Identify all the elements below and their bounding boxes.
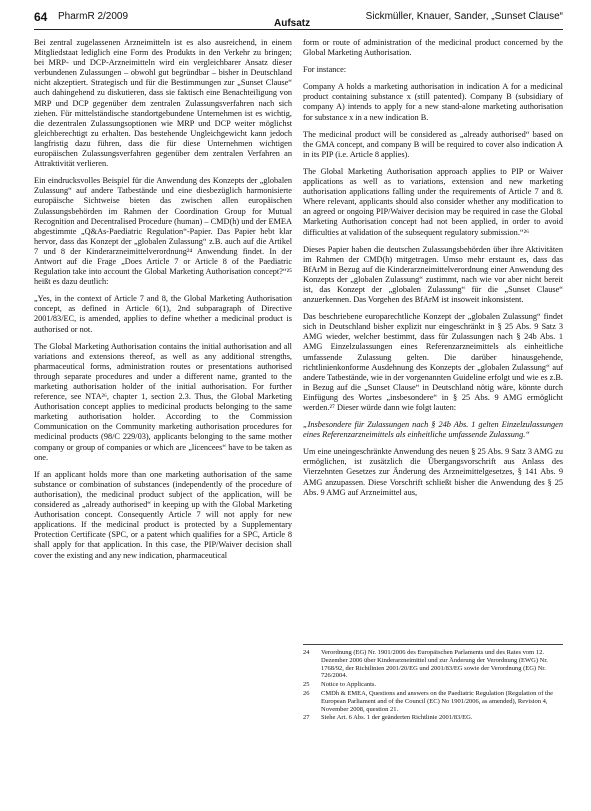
footnote-text: Verordnung (EG) Nr. 1901/2006 des Europäischen Parlaments und des Rates vom 12. Dezember 2006 über Kinderarzneimittel und zur Änderung der Verordnung (EWG) Nr. 1768/92, der Richtlinien 2001/20/EG und 2001/83/EG sowie der Verordnung (EG) Nr. 726/2004. [321,649,548,680]
footnote-number: 26 [303,689,310,697]
quote-paragraph: For instance: [303,65,347,75]
paragraph: Dieses Papier haben die deutschen Zulassungsbehörden über ihre Aktivitäten im Rahmen der CMD(h) mitgetragen. Umso mehr erstaunt es, dass das BfArM in Bezug auf die Kinderarzneimittelverordnung einer Anwendung des Konzepts der „globalen Zulassung“ zustimmt, nach wie vor aber nicht bereit ist, das Konzept der „globalen Zulassung“ für die „Sunset Clause“ anzuerkennen. Das Vorgehen des BfArM ist insoweit inkonsistent. [303,244,563,305]
page-header [34,10,563,32]
footnote-text: Notice to Applicants. [321,681,377,689]
left-column [34,38,292,568]
footnote-number: 24 [303,649,310,656]
journal-name: PharmR 2/2009 [58,11,129,22]
page-number: 64 [34,10,48,24]
section-label: Aufsatz [274,18,311,29]
paragraph: Ein eindrucksvolles Beispiel für die Anwendung des Konzepts der „globalen Zulassung“ auf andere Tatbestände und eine diesbezüglich harmonisierte europäische Sichtweise bieten das zwischen allen europäischen Zulassungsbehörden im Rahmen der Coordination Group for Mutual Recognition and Decentralised Procedure (human) – CMD(h) und der EMEA abgestimmte „Q&As-Paediatric Regulation“-Papier. Das Papier hebt klar hervor, dass das Konzept der „globalen Zulassung“ z.B. auch auf die Artikel 7 und 8 der Kinderarzneimittelverordnung²⁴ Anwendung findet. In der Antwort auf die Frage „Does Article 7 or Article 8 of the Paediatric Regulation take into account the Global Marketing Authorisation concept?“²⁵ heißt es dazu deutlich: [34,176,292,287]
paragraph: Das beschriebene europarechtliche Konzept der „globalen Zulassung“ findet sich in Deutschland bisher explizit nur eingeschränkt in § 25 Abs. 9 Satz 3 AMG wieder, welcher bestimmt, dass für Zulassungen nach § 24b Abs. 1 AMG Einzelzulassungen eines Referenzarzneimittels als einheitliche umfassende Zulassung gelten. Die darüber hinausgehende, richtlinienkonforme Ausdehnung des Konzepts der „globalen Zulassung“ auf andere Tatbestände, wie in der vorgenannten Guideline erfolgt und wie es z.B. in Bezug auf die „Sunset Clause“ in Deutschland nötig wäre, könnte durch Einfügung des Wortes „insbesondere“ in § 25 Abs. 9 AMG ermöglicht werden.²⁷ Dieser würde dann wie folgt lauten: [303,312,563,412]
footnote [303,690,563,713]
quote-paragraph: „Yes, in the context of Article 7 and 8, the Global Marketing Authorisation concept, as defined in Article 6(1), 2nd subparagraph of Directive 2001/83/EC, is amended, applies to define whether a medicinal product is authorised or not. [34,294,292,334]
footnote [303,681,563,689]
quote-paragraph: The medicinal product will be considered as „already authorised“ based on the GMA concept, and company B will be required to cover also indication A in its PIP (i.e. Article 8 applies). [303,129,563,159]
quote-paragraph: form or route of administration of the medicinal product concerned by the Global Marketing Authorisation. [303,38,563,58]
quote-paragraph: The Global Marketing Authorisation contains the initial authorisation and all variations and extensions thereof, as well as any additional strengths, pharmaceutical forms, administration routes or presentations authorised through separate procedures and under a different name, granted to the marketing authorisation holder of the initial authorisation. For further reference, see NTA²⁶, chapter 1, section 2.3. Thus, the Global Marketing Authorisation concept applies to medicinal products belonging to the same marketing authorisation holder. According to the Commission Communication on the Community marketing authorisation procedures for medicinal products (98/C 229/03), applicants belonging to the same mother company or group of companies or which are „licencees“ have to be taken as one. [34,341,292,462]
header-rule [34,29,563,30]
running-head-authors: Sickmüller, Knauer, Sander, „Sunset Clause“ [365,11,563,22]
footnotes [303,644,563,723]
paragraph: Um eine uneingeschränkte Anwendung des neuen § 25 Abs. 9 Satz 3 AMG zu ermöglichen, ist zusätzlich die Übergangsvorschrift aus Anlass des Vierzehnten Gesetzes zur Änderung des Arzneimittelgesetzes, § 141 Abs. 9 AMG anzupassen. Diese Vorschrift schließt bisher die Anwendung des § 25 Abs. 9 AMG auf Arzneimittel aus, [303,447,563,497]
quote-paragraph: The Global Marketing Authorisation approach applies to PIP or Waiver applications as well as to variations, extension and new marketing authorisation applications falling under the requirements of Article 7 and 8. Where relevant, applicants should also consider whether any modification to an agreed or ongoing PIP/Waiver decision may be required in case the Global Marketing Authorisation concept had not been applied, in order to avoid difficulties at validation of the subsequent regulatory submission.“²⁶ [303,166,563,237]
footnote [303,649,563,680]
paragraph: Bei zentral zugelassenen Arzneimitteln ist es also ausreichend, in einem Mitgliedstaat lediglich eine Form des Produkts in den Verkehr zu bringen; bei MRP- und DCP-Arzneimitteln wird ein vergleichbarer Ansatz dieser verbundenen Zulassungen – obwohl gut begründbar – bisher in Deutschland nicht akzeptiert. Strategisch und für die Bestimmungen zur „Sunset Clause“ auch dahingehend zu diskutieren, dass sie faktisch eine Benachteiligung von MRP und DCP gegenüber dem zentralen Zulassungsverfahren nach sich ziehen. Für mittelständische standortgebundene Unternehmen ist es wichtig, die dezentralen Zulassungsoptionen wie MRP und DCP weiter möglichst gleichberechtigt zu erhalten. Das bestehende Ungleichgewicht kann jedoch langfristig dazu führen, dass die für diese Unternehmen wichtigen europäischen Zulassungsverfahren gegenüber dem zentralen Verfahren an Attraktivität verlieren. [34,38,292,169]
quote-paragraph: Company A holds a marketing authorisation in indication A for a medicinal product containing substance x (still patented). Company B (subsidiary of company A) intends to apply for a new stand-alone marketing authorisation for substance x in a new indication B. [303,82,563,122]
footnote [303,714,563,722]
footnote-text: CMDh & EMEA, Questions and answers on the Paediatric Regulation (Regulation of the European Parliament and of the Council (EC) No 1901/2006, as amended), Revision 4, November 2008, question 21. [321,689,553,713]
footnote-text: Siehe Art. 6 Abs. 1 der geänderten Richtlinie 2001/83/EG. [321,714,473,722]
footnote-number: 25 [303,681,310,689]
italic-quote: „Insbesondere für Zulassungen nach § 24b Abs. 1 gelten Einzelzulassungen eines Referenzarzneimittels als einheitliche umfassende Zulassung.“ [303,420,563,440]
right-column [303,38,563,505]
footnote-number: 27 [303,714,310,722]
quote-paragraph: If an applicant holds more than one marketing authorisation of the same substance or combination of substances (independently of the procedure of authorisation), the medicinal product subject of the application, will be considered as „already authorised“ in keeping up with the Global Marketing Authorisation concept. Consequently Article 7 will not apply for new applications. If the medicinal product is protected by a Supplementary Protection Certificate (SPC, or a patent which qualifies for a SPC, Article 8 shall apply for that application. In this case, the PIP/Waiver decision shall cover the existing and any new indication, pharmaceutical [34,469,292,560]
